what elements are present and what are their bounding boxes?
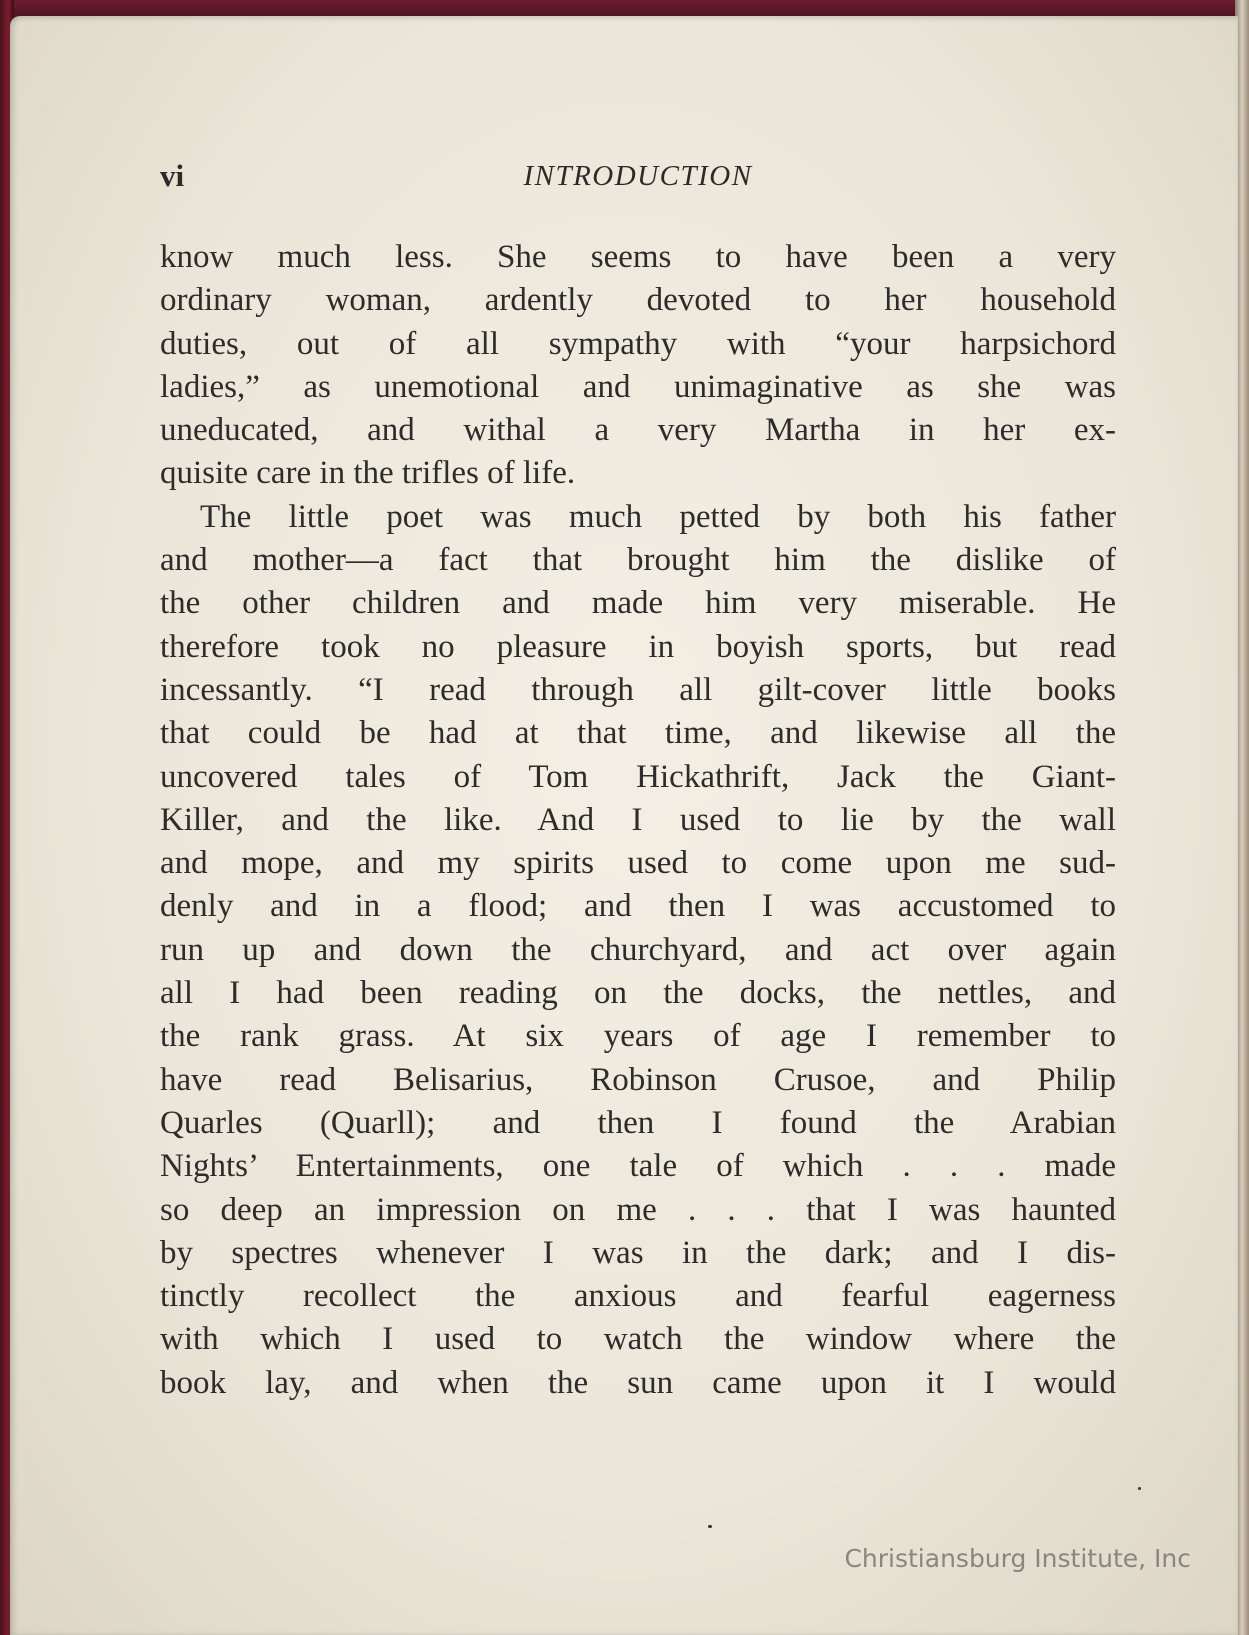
ink-speck [1138,1487,1141,1490]
text-line: book lay, and when the sun came upon it I would [160,1364,1116,1401]
text-line: by spectres whenever I was in the dark; and I dis- [160,1234,1116,1271]
text-line: the other children and made him very miserable. He [160,585,1116,622]
text-line: that could be had at that time, and likewise all the [160,715,1116,752]
page-number: vi [160,158,185,193]
text-line: so deep an impression on me . . . that I was haunted [160,1191,1116,1228]
text-line: Nights’ Entertainments, one tale of which . . . made [160,1148,1116,1185]
text-line: have read Belisarius, Robinson Crusoe, and Philip [160,1061,1116,1098]
text-line: Quarles (Quarll); and then I found the Arabian [160,1104,1116,1141]
text-line: denly and in a flood; and then I was accustomed to [160,888,1116,925]
text-line: uneducated, and withal a very Martha in her ex- [160,412,1116,449]
text-line: incessantly. “I read through all gilt-cover little books [160,671,1116,708]
text-line: quisite care in the trifles of life. [160,455,576,492]
text-line: uncovered tales of Tom Hickathrift, Jack the Giant- [160,758,1116,795]
text-line: therefore took no pleasure in boyish sports, but read [160,628,1116,665]
text-line: and mother—a fact that brought him the dislike of [160,542,1116,579]
text-line: duties, out of all sympathy with “your harpsichord [160,325,1116,362]
running-head [158,158,1118,202]
text-line: the rank grass. At six years of age I remember to [160,1018,1116,1055]
text-line: with which I used to watch the window where the [160,1321,1116,1358]
chapter-title: INTRODUCTION [523,160,753,192]
text-line: and mope, and my spirits used to come upon me sud- [160,845,1116,882]
text-line: ordinary woman, ardently devoted to her household [160,282,1116,319]
body-text [160,236,1116,1405]
text-line: run up and down the churchyard, and act over again [160,931,1116,968]
ink-speck [708,1525,712,1528]
text-line: all I had been reading on the docks, the nettles, and [160,975,1116,1012]
text-line: The little poet was much petted by both his father [200,498,1116,535]
text-line: ladies,” as unemotional and unimaginative as she was [160,368,1116,405]
text-line: know much less. She seems to have been a very [160,239,1116,275]
text-line: tinctly recollect the anxious and fearful eagerness [160,1278,1116,1315]
text-line: Killer, and the like. And I used to lie by the wall [160,801,1116,838]
watermark: Christiansburg Institute, Inc [844,1544,1191,1573]
